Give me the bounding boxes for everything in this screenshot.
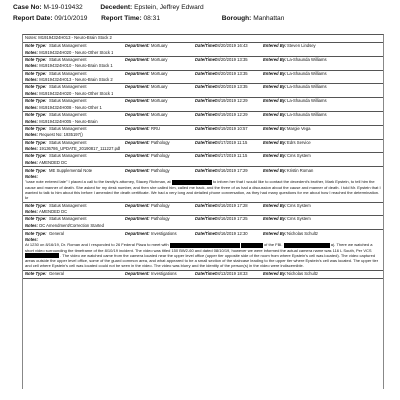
notes-label: Notes: xyxy=(25,63,39,69)
notes-label: Notes: xyxy=(25,118,39,124)
entered-by: Cms System xyxy=(287,153,311,159)
entered-by: Nicholas Schultz xyxy=(287,231,318,237)
note-type: Status Management xyxy=(49,56,87,62)
entered-by-label: Entered By: xyxy=(263,153,287,159)
notes-label: Notes: xyxy=(25,159,39,165)
report-time-label: Report Time: xyxy=(101,15,142,22)
department-label: Department: xyxy=(125,125,150,131)
datetime: 08/19/2019 12:29 xyxy=(215,98,248,104)
note-type-label: Note Type: xyxy=(25,271,47,277)
note-text: M19194324H020 - Neuro-Other Stock 1 xyxy=(39,49,114,55)
datetime-label: Date/Time: xyxy=(195,202,217,208)
entered-by-label: Entered By: xyxy=(263,216,287,222)
entered-by: Nicholas Schultz xyxy=(287,271,318,277)
entered-by-label: Entered By: xyxy=(263,125,287,131)
entered-by: La-Shaunda Williams xyxy=(287,84,327,90)
note-entry xyxy=(23,43,383,57)
notes-label: Notes: xyxy=(25,146,39,152)
datetime: 08/20/2019 13:35 xyxy=(215,56,248,62)
note-entry-supplemental xyxy=(23,167,383,202)
note-entry xyxy=(23,203,383,217)
note-text: "case note entered late" I placed a call to the family's attorney, Stacey Richman, at to inform her that I would like to contact the decedent's brother, Mark Epstein, to tell him the cause and manner of death. She asked for my desk number, and then she called him, called me back, and the three of us had a discussion about the cause and manner of death. I told Mr. Epstein that I wanted to talk to him about this before I amended the death certificate. We had a very long and detailed phone conversation, as they had many questions for me about how I reached the determination. kr xyxy=(25,179,381,200)
notes-label: Notes: xyxy=(25,174,39,180)
department: Investigations xyxy=(151,271,177,277)
entered-by: Cms System xyxy=(287,216,311,222)
entered-by: Edrs Service xyxy=(287,139,311,145)
entered-by-label: Entered By: xyxy=(263,56,287,62)
department-label: Department: xyxy=(125,70,150,76)
datetime: 08/13/2019 18:33 xyxy=(215,271,248,277)
datetime-label: Date/Time: xyxy=(195,139,217,145)
note-type-label: Note Type: xyxy=(25,153,47,159)
note-text: M19194324H020 - Neuro-Other Stock 1 xyxy=(39,90,114,96)
note-entries-group-1 xyxy=(23,43,383,167)
department: Mortuary xyxy=(151,98,168,104)
datetime: 08/16/2019 12:30 xyxy=(215,231,248,237)
note-text: AMENDED DC xyxy=(38,159,68,165)
department: Pathology xyxy=(151,153,170,159)
report-date-label: Report Date: xyxy=(13,15,53,22)
note-entry xyxy=(23,71,383,85)
note-text: M19194324H005 - Neuro-Brain xyxy=(39,118,98,124)
notes-label: Notes: xyxy=(25,77,39,83)
department: Mortuary xyxy=(151,56,168,62)
note-type-label: Note Type: xyxy=(25,98,47,104)
department-label: Department: xyxy=(125,111,150,117)
datetime-label: Date/Time: xyxy=(195,70,217,76)
department-label: Department: xyxy=(125,56,150,62)
note-entry xyxy=(23,57,383,71)
datetime-label: Date/Time: xyxy=(195,43,217,48)
datetime-label: Date/Time: xyxy=(195,84,217,90)
department: Pathology xyxy=(151,168,170,174)
datetime-label: Date/Time: xyxy=(195,271,217,277)
note-entry xyxy=(23,112,383,126)
note-type-label: Note Type: xyxy=(25,216,47,222)
note-entry xyxy=(23,84,383,98)
report-time: 08:31 xyxy=(143,15,161,22)
note-type: Status Management xyxy=(49,202,87,208)
note-text: AMENDED DC xyxy=(38,209,68,215)
datetime-label: Date/Time: xyxy=(195,56,217,62)
note-type: Status Management xyxy=(49,139,87,145)
datetime-label: Date/Time: xyxy=(195,168,217,174)
datetime-label: Date/Time: xyxy=(195,231,217,237)
note-type: General xyxy=(49,231,64,237)
note-entry xyxy=(23,126,383,140)
note-text: At 1230 on 8/16/19, Dr. Roman and I responded to 26 Federal Plaza to meet with of the FBI. a). There we watched a short video surrounding the timeframe of the 8/10/19 incident. The video was titled 150 BW2-60 and dated 08/10/19, however we were informed the actual camera name was 116 L South, Per VCS . The video we watched came from the camera located near the upper level office (upper tier opposite side of the room from where Epstein's cell was located). The video captured areas outside the upper level office, some of the guard common area, and what appeared to be a small section of the staircase leading to the upper tier where Epstein's cell was located. The upper tier and cell where Epstein's cell was located could not be seen in the video. The video was blurry and the identity of the person(s) in the video were indiscernible. xyxy=(25,242,379,269)
department: Investigations xyxy=(151,231,177,237)
note-entry-investigation xyxy=(23,230,383,271)
department-label: Department: xyxy=(125,153,150,159)
note-type: Status Management xyxy=(49,125,87,131)
datetime: 08/19/2019 10:57 xyxy=(215,125,248,131)
entered-by-label: Entered By: xyxy=(263,231,287,237)
entered-by: La-Shaunda Williams xyxy=(287,56,327,62)
entered-by-label: Entered By: xyxy=(263,111,287,117)
notes-label: Notes: xyxy=(25,49,39,55)
decedent-name: Epstein, Jeffrey Edward xyxy=(134,4,204,11)
datetime-label: Date/Time: xyxy=(195,153,217,159)
note-type-label: Note Type: xyxy=(25,168,47,174)
department: Mortuary xyxy=(151,43,168,48)
case-no-label: Case No: xyxy=(13,4,42,11)
note-type-label: Note Type: xyxy=(25,84,47,90)
note-text: Request No: 1935197() xyxy=(39,132,83,138)
department-label: Department: xyxy=(125,98,150,104)
department-label: Department: xyxy=(125,139,150,145)
datetime: 08/20/2019 13:35 xyxy=(215,70,248,76)
department: Mortuary xyxy=(151,84,168,90)
entered-by-label: Entered By: xyxy=(263,70,287,76)
department-label: Department: xyxy=(125,43,150,48)
entered-by: Margie Vega xyxy=(287,125,311,131)
entered-by: La-Shaunda Williams xyxy=(287,98,327,104)
entered-by: Cms System xyxy=(287,202,311,208)
datetime: 08/20/2019 16:43 xyxy=(215,43,248,48)
note-text: M19194324H008 - Neuro-Other 1 xyxy=(39,104,102,110)
datetime-label: Date/Time: xyxy=(195,125,217,131)
entered-by-label: Entered By: xyxy=(263,168,287,174)
entered-by: Kristin Roman xyxy=(287,168,314,174)
notes-table xyxy=(22,34,384,389)
note-text: M19194324H010 - Neuro-Brain Stock 1 xyxy=(39,63,113,69)
note-type: Status Management xyxy=(49,43,87,48)
note-type-label: Note Type: xyxy=(25,56,47,62)
datetime: 08/16/2019 17:29 xyxy=(215,168,248,174)
note-entry xyxy=(23,140,383,154)
case-header-line-2 xyxy=(13,15,284,22)
entered-by-label: Entered By: xyxy=(263,98,287,104)
note-type: Status Management xyxy=(49,216,87,222)
note-entry-partial xyxy=(23,35,383,43)
datetime: 08/16/2019 17:28 xyxy=(215,202,248,208)
notes-label: Notes: xyxy=(25,237,39,243)
department: Mortuary xyxy=(151,111,168,117)
datetime: 08/16/2019 17:25 xyxy=(215,216,248,222)
decedent-label: Decedent: xyxy=(100,4,133,11)
department-label: Department: xyxy=(125,168,150,174)
note-type-label: Note Type: xyxy=(25,125,47,131)
note-type: Status Management xyxy=(49,70,87,76)
case-header-line-1 xyxy=(13,4,204,11)
note-entry-last xyxy=(23,271,383,279)
department: Pathology xyxy=(151,202,170,208)
datetime-label: Date/Time: xyxy=(195,111,217,117)
borough: Manhattan xyxy=(253,15,285,22)
entered-by-label: Entered By: xyxy=(263,202,287,208)
note-entry xyxy=(23,98,383,112)
note-text: 19136786_UPDATE_20190817_111227.pdf xyxy=(39,146,121,152)
datetime: 08/17/2019 11:15 xyxy=(215,153,248,159)
borough-label: Borough: xyxy=(221,15,252,22)
datetime: 08/17/2019 11:15 xyxy=(215,139,248,145)
department-label: Department: xyxy=(125,202,150,208)
datetime-label: Date/Time: xyxy=(195,98,217,104)
note-type: Status Management xyxy=(49,111,87,117)
note-type-label: Note Type: xyxy=(25,70,47,76)
department: Pathology xyxy=(151,216,170,222)
note-type: General xyxy=(49,271,64,277)
note-type-label: Note Type: xyxy=(25,43,47,48)
report-date: 09/10/2019 xyxy=(54,15,88,22)
note-entry xyxy=(23,153,383,167)
note-type: ME Supplemental Note xyxy=(49,168,93,174)
note-type-label: Note Type: xyxy=(25,202,47,208)
department-label: Department: xyxy=(125,84,150,90)
department: RRU xyxy=(151,125,161,131)
note-text: Notes: M19194324H013 - Neuro-Brain Stock 2 xyxy=(25,35,112,40)
department: Mortuary xyxy=(151,70,168,76)
note-type: Status Management xyxy=(49,98,87,104)
datetime: 08/20/2019 13:35 xyxy=(215,84,248,90)
department: Pathology xyxy=(151,139,170,145)
note-entries-group-2 xyxy=(23,203,383,231)
note-entry xyxy=(23,216,383,230)
department-label: Department: xyxy=(125,231,150,237)
note-type: Status Management xyxy=(49,153,87,159)
note-type-label: Note Type: xyxy=(25,111,47,117)
entered-by-label: Entered By: xyxy=(263,43,287,48)
entered-by-label: Entered By: xyxy=(263,271,287,277)
note-text: M19194324H013 - Neuro-Brain Stock 2 xyxy=(39,77,113,83)
case-no: M-19-019432 xyxy=(43,4,83,11)
notes-label: Notes: xyxy=(25,132,39,138)
entered-by: La-Shaunda Williams xyxy=(287,70,327,76)
datetime-label: Date/Time: xyxy=(195,216,217,222)
notes-label: Notes: xyxy=(25,104,39,110)
entered-by-label: Entered By: xyxy=(263,84,287,90)
entered-by: La-Shaunda Williams xyxy=(287,111,327,117)
note-type-label: Note Type: xyxy=(25,139,47,145)
entered-by-label: Entered By: xyxy=(263,139,287,145)
notes-label: Notes: xyxy=(25,223,39,228)
note-type: Status Management xyxy=(49,84,87,90)
note-text: DC Amendment/Correction Started xyxy=(39,223,104,228)
entered-by: Steven Lindsey xyxy=(287,43,316,48)
notes-label: Notes: xyxy=(25,90,39,96)
note-type-label: Note Type: xyxy=(25,231,47,237)
datetime: 08/19/2019 12:29 xyxy=(215,111,248,117)
department-label: Department: xyxy=(125,216,150,222)
notes-label: Notes: xyxy=(25,209,39,215)
department-label: Department: xyxy=(125,271,150,277)
